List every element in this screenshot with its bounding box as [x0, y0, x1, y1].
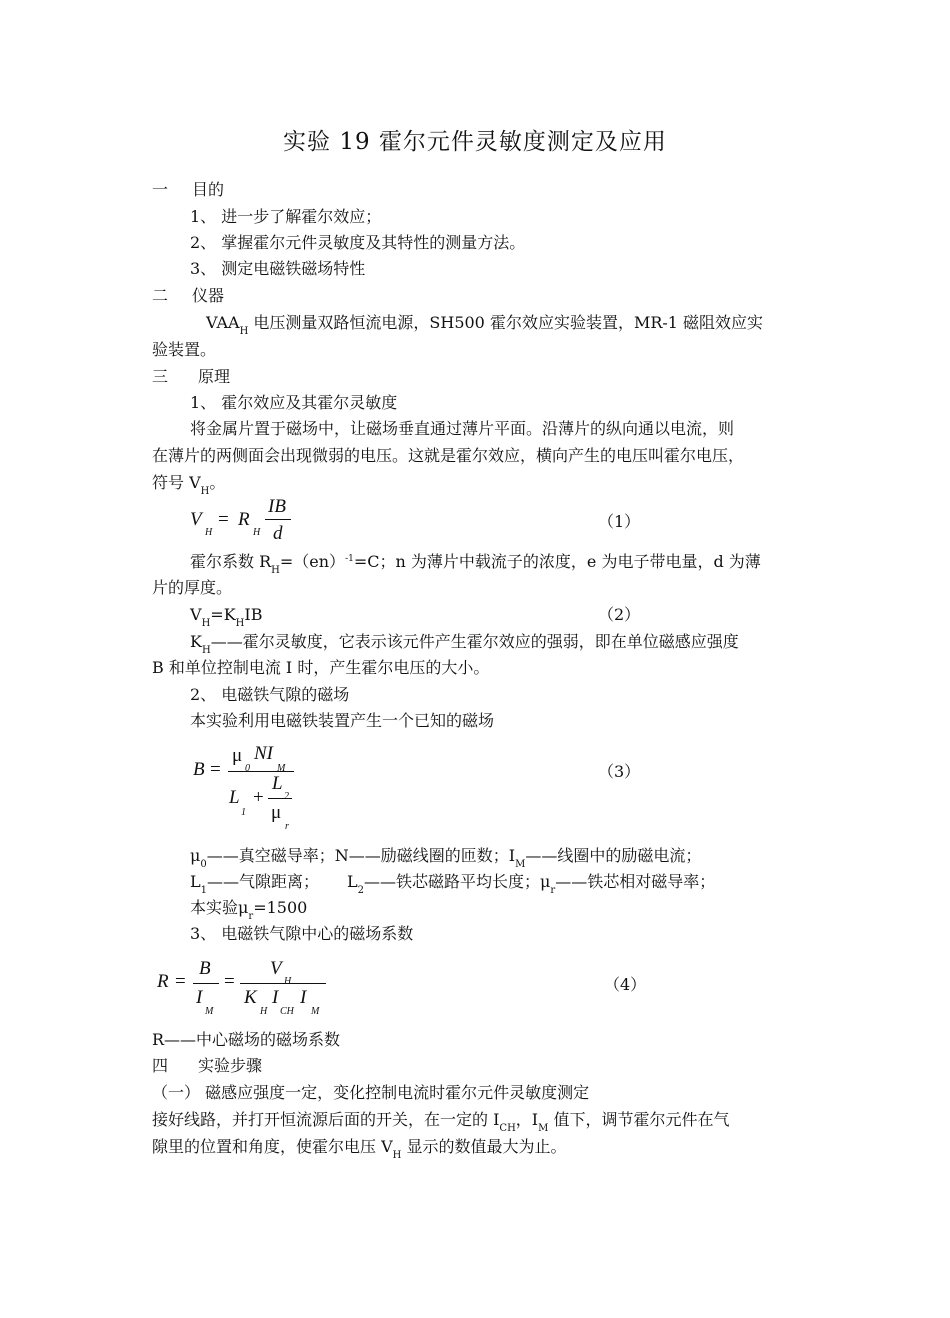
subscript: 2	[357, 885, 365, 896]
equation-number: （3）	[598, 762, 641, 781]
step-heading: （一） 磁感应强度一定，变化控制电流时霍尔元件灵敏度测定	[152, 1083, 590, 1102]
eq-symbol: B	[193, 759, 205, 780]
subscript: M	[515, 859, 526, 870]
text: =K	[210, 605, 236, 624]
eq-operator: =	[218, 509, 229, 530]
definition-line	[190, 872, 715, 895]
eq-subscript: H	[205, 527, 213, 538]
eq-operator: +	[253, 787, 264, 808]
eq-symbol: R	[238, 509, 250, 530]
eq-symbol: μ	[271, 802, 282, 823]
text: =（en）	[279, 552, 346, 571]
section-4-heading	[152, 1056, 262, 1076]
fraction-bar	[193, 983, 219, 984]
text: =1500	[253, 898, 308, 917]
eq-subscript: CH	[280, 1006, 294, 1017]
list-item: 3、 测定电磁铁磁场特性	[190, 259, 366, 278]
subscript: H	[235, 618, 245, 629]
paragraph-line	[190, 632, 739, 655]
paragraph-line: 验装置。	[152, 340, 217, 359]
section-number: 四	[152, 1056, 169, 1075]
eq-symbol: NI	[254, 743, 273, 764]
text: 值下，调节霍尔元件在气	[548, 1110, 730, 1129]
page-title: 实验 19 霍尔元件灵敏度测定及应用	[283, 129, 667, 155]
section-3-heading	[152, 367, 230, 387]
text: VAA	[206, 313, 240, 332]
paragraph-line	[190, 552, 761, 575]
fraction-bar	[228, 771, 294, 772]
section-title: 目的	[192, 180, 225, 199]
section-1-heading	[152, 180, 224, 200]
text: =C；n 为薄片中载流子的浓度，e 为电子带电量，d 为薄	[353, 552, 761, 571]
text: ，I	[515, 1110, 539, 1129]
subscript: M	[538, 1123, 549, 1134]
equation-number: （2）	[598, 605, 641, 624]
subsection-heading: 3、 电磁铁气隙中心的磁场系数	[190, 924, 414, 943]
eq-subscript: H	[284, 976, 292, 987]
eq-subscript: H	[253, 527, 261, 538]
eq-subscript: 1	[241, 807, 246, 818]
equation-2	[190, 605, 262, 628]
equation-number: （1）	[598, 512, 641, 531]
paragraph-line: B 和单位控制电流 I 时，产生霍尔电压的大小。	[152, 658, 490, 677]
subscript: 1	[200, 885, 207, 896]
subscript: 0	[200, 859, 207, 870]
eq-operator: =	[175, 971, 186, 992]
eq-symbol: L	[229, 787, 240, 808]
section-title: 仪器	[192, 286, 225, 305]
eq-subscript: M	[311, 1006, 320, 1017]
text: 霍尔系数 R	[190, 552, 272, 571]
text: ——气隙距离；	[207, 872, 320, 891]
text: ——铁芯磁路平均长度；μ	[364, 872, 551, 891]
eq-symbol: L	[272, 773, 283, 794]
section-number: 三	[152, 367, 169, 386]
eq-numerator: IB	[268, 496, 286, 517]
text: 显示的数值最大为止。	[401, 1137, 567, 1156]
subscript: H	[200, 486, 210, 497]
eq-symbol: I	[272, 987, 279, 1008]
list-item: 2、 掌握霍尔元件灵敏度及其特性的测量方法。	[190, 233, 526, 252]
eq-operator: =	[224, 971, 235, 992]
text: 接好线路，并打开恒流源后面的开关，在一定的 I	[152, 1110, 500, 1129]
text: K	[190, 632, 202, 651]
text: μ	[190, 846, 201, 865]
eq-symbol: μ	[232, 745, 243, 766]
paragraph-line	[152, 1137, 566, 1160]
eq-numerator: V	[270, 958, 282, 979]
section-title: 实验步骤	[198, 1056, 263, 1075]
paragraph-line: 片的厚度。	[152, 578, 233, 597]
subscript: H	[201, 618, 211, 629]
eq-denominator: d	[273, 523, 283, 544]
eq-subscript: 2	[284, 791, 289, 802]
superscript: -1	[345, 554, 354, 564]
eq-subscript: H	[260, 1006, 268, 1017]
text: 符号 V	[152, 473, 201, 492]
section-title: 原理	[198, 367, 231, 386]
eq-symbol: I	[300, 987, 307, 1008]
text: 隙里的位置和角度，使霍尔电压 V	[152, 1137, 393, 1156]
text: ——线圈中的励磁电流；	[525, 846, 702, 865]
paragraph-line	[206, 313, 763, 336]
paragraph-line	[152, 1110, 729, 1133]
text: ——霍尔灵敏度，它表示该元件产生霍尔效应的强弱，即在单位磁感应强度	[210, 632, 739, 651]
text: 电压测量双路恒流电源，SH500 霍尔效应实验装置，MR-1 磁阻效应实	[248, 313, 764, 332]
subscript: r	[550, 885, 556, 896]
text: L	[190, 872, 201, 891]
text: V	[190, 605, 202, 624]
eq-operator: =	[210, 759, 221, 780]
paragraph-line: 将金属片置于磁场中，让磁场垂直通过薄片平面。沿薄片的纵向通以电流，则	[190, 419, 735, 438]
eq-subscript: M	[277, 763, 286, 774]
subscript: H	[239, 326, 249, 337]
fraction-bar	[265, 519, 291, 520]
text: ——真空磁导率；N——励磁线圈的匝数；I	[206, 846, 516, 865]
section-number: 二	[152, 286, 169, 305]
text: ——铁芯相对磁导率；	[555, 872, 716, 891]
eq-subscript: 0	[245, 763, 250, 774]
fraction-bar	[268, 798, 292, 799]
definition-line	[190, 898, 307, 921]
eq-numerator: B	[199, 958, 211, 979]
subscript: r	[248, 911, 254, 922]
section-number: 一	[152, 180, 169, 199]
eq-subscript: r	[285, 821, 289, 832]
subscript: H	[201, 645, 211, 656]
subscript: H	[392, 1150, 402, 1161]
eq-symbol: R	[157, 971, 169, 992]
text: 本实验μ	[190, 898, 249, 917]
eq-symbol: V	[190, 509, 202, 530]
eq-symbol: I	[196, 987, 203, 1008]
fraction-bar	[240, 983, 326, 984]
list-item: 1、 进一步了解霍尔效应；	[190, 207, 382, 226]
subscript: CH	[499, 1123, 516, 1134]
section-2-heading	[152, 286, 224, 306]
definition-line	[190, 846, 701, 869]
text: L	[347, 872, 358, 891]
eq-symbol: K	[244, 987, 257, 1008]
paragraph-line: 在薄片的两侧面会出现微弱的电压。这就是霍尔效应，横向产生的电压叫霍尔电压，	[152, 446, 745, 465]
paragraph-line	[152, 473, 225, 496]
text: 。	[209, 473, 226, 492]
text: IB	[244, 605, 263, 624]
subsection-heading: 2、 电磁铁气隙的磁场	[190, 685, 350, 704]
definition-line: R——中心磁场的磁场系数	[152, 1030, 341, 1049]
equation-number: （4）	[604, 975, 647, 994]
subsection-heading: 1、 霍尔效应及其霍尔灵敏度	[190, 393, 398, 412]
eq-subscript: M	[205, 1006, 214, 1017]
subscript: H	[271, 565, 280, 576]
paragraph-line: 本实验利用电磁铁装置产生一个已知的磁场	[190, 711, 495, 730]
